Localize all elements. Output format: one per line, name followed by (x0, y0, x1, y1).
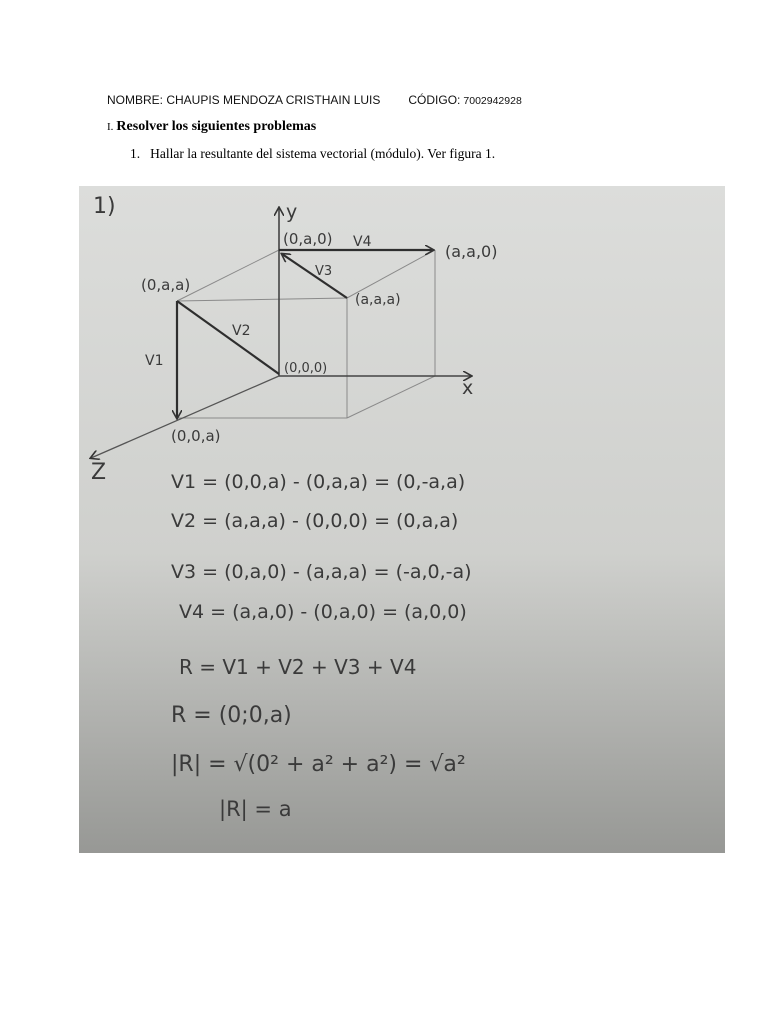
equation-magnitude: |R| = √(0² + a² + a²) = √a² (171, 752, 466, 777)
equation-v3: V3 = (0,a,0) - (a,a,a) = (-a,0,-a) (171, 561, 472, 583)
v2-label: V2 (232, 323, 251, 339)
photo-canvas (79, 186, 725, 853)
y-axis-label: y (286, 201, 298, 223)
code-value: 7002942928 (463, 95, 522, 107)
z-axis-label: Z (91, 460, 107, 485)
figure-number: 1) (93, 194, 116, 219)
section-roman-numeral: I. (107, 121, 114, 133)
problem-statement (130, 146, 495, 162)
section-heading: Resolver los siguientes problemas (116, 119, 317, 134)
problem-text: Hallar la resultante del sistema vectorial (módulo). Ver figura 1. (150, 146, 496, 161)
student-name: NOMBRE: CHAUPIS MENDOZA CRISTHAIN LUIS (107, 93, 381, 107)
student-header (107, 93, 522, 107)
point-origin-label: (0,0,0) (284, 361, 328, 376)
x-axis-label: x (462, 377, 474, 399)
equation-resultant-value: R = (0;0,a) (171, 703, 292, 728)
equation-v1: V1 = (0,0,a) - (0,a,a) = (0,-a,a) (171, 471, 466, 493)
point-aa0-label: (a,a,0) (445, 242, 498, 261)
section-title (107, 119, 316, 135)
equation-v4: V4 = (a,a,0) - (0,a,0) = (a,0,0) (179, 601, 467, 623)
point-0a0-label: (0,a,0) (283, 230, 333, 248)
problem-number: 1. (130, 146, 141, 161)
v1-label: V1 (145, 353, 164, 369)
v4-label: V4 (353, 234, 372, 250)
equation-final-magnitude: |R| = a (219, 797, 292, 821)
handwritten-solution-photo (79, 186, 725, 853)
equation-resultant-sum: R = V1 + V2 + V3 + V4 (179, 655, 417, 679)
point-00a-label: (0,0,a) (171, 427, 221, 445)
v3-label: V3 (315, 264, 333, 279)
equation-v2: V2 = (a,a,a) - (0,0,0) = (0,a,a) (171, 510, 459, 532)
code-label: CÓDIGO: (408, 93, 461, 107)
point-aaa-label: (a,a,a) (355, 292, 401, 308)
point-0aa-label: (0,a,a) (141, 276, 191, 294)
